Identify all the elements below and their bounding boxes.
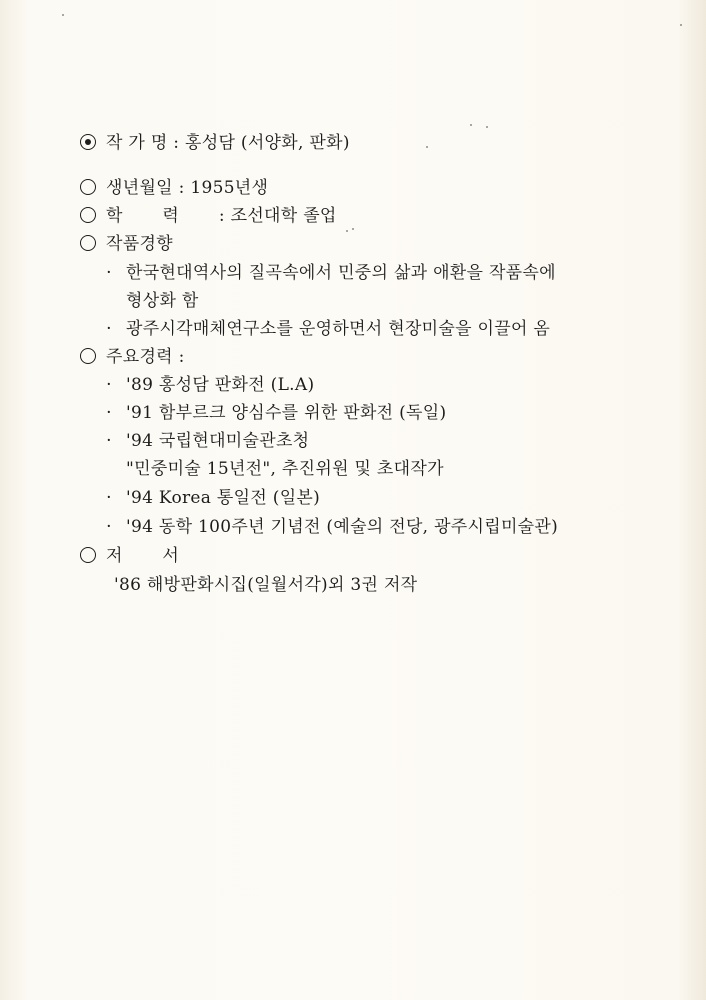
- circle-icon: [80, 235, 96, 251]
- tendency-item: · 한국현대역사의 질곡속에서 민중의 삶과 애환을 작품속에: [102, 262, 556, 284]
- middle-dot-icon: ·: [106, 517, 112, 537]
- tendency-label: 작품경향: [106, 234, 173, 254]
- career-item: · '89 홍성담 판화전 (L.A): [102, 374, 314, 396]
- tendency-item-continued: 형상화 함: [126, 291, 199, 311]
- circle-icon: [80, 348, 96, 364]
- career-item-continued: "민중미술 15년전", 추진위원 및 초대작가: [126, 459, 444, 479]
- middle-dot-icon: ·: [106, 319, 112, 339]
- artist-value: 홍성담 (서양화, 판화): [185, 133, 350, 153]
- birth-label: 생년월일 :: [106, 178, 185, 198]
- career-item: · '94 국립현대미술관초청: [102, 430, 309, 452]
- middle-dot-icon: ·: [106, 263, 112, 283]
- paper-speck: [352, 228, 354, 230]
- selected-circle-icon: [80, 134, 96, 150]
- writings-item: '86 해방판화시집(일월서각)외 3권 저작: [114, 575, 418, 595]
- writings-label: 저 서: [106, 546, 180, 566]
- middle-dot-icon: ·: [106, 488, 112, 508]
- artist-line: [80, 132, 350, 154]
- career-heading: [80, 346, 185, 368]
- career-item: · '94 동학 100주년 기념전 (예술의 전당, 광주시립미술관): [102, 516, 558, 538]
- career-label: 주요경력 :: [106, 347, 185, 367]
- middle-dot-icon: ·: [106, 375, 112, 395]
- birth-value: 1955년생: [190, 178, 269, 198]
- tendency-item: · 광주시각매체연구소를 운영하면서 현장미술을 이끌어 옴: [102, 318, 550, 340]
- artist-label: 작 가 명 :: [106, 133, 180, 153]
- paper-speck: [346, 230, 348, 232]
- birth-line: [80, 177, 268, 199]
- circle-icon: [80, 207, 96, 223]
- tendency-heading: [80, 233, 173, 255]
- education-line: [80, 205, 337, 227]
- career-item: · '91 함부르크 양심수를 위한 판화전 (독일): [102, 402, 446, 424]
- paper-speck: [486, 126, 488, 128]
- middle-dot-icon: ·: [106, 431, 112, 451]
- paper-speck: [426, 146, 428, 148]
- education-label: 학 력 :: [106, 206, 225, 226]
- circle-icon: [80, 179, 96, 195]
- education-value: 조선대학 졸업: [230, 206, 337, 226]
- paper-speck: [62, 14, 64, 16]
- career-item: · '94 Korea 통일전 (일본): [102, 487, 320, 509]
- paper-speck: [680, 24, 682, 26]
- circle-icon: [80, 547, 96, 563]
- paper-speck: [470, 124, 472, 126]
- writings-heading: [80, 545, 179, 567]
- middle-dot-icon: ·: [106, 403, 112, 423]
